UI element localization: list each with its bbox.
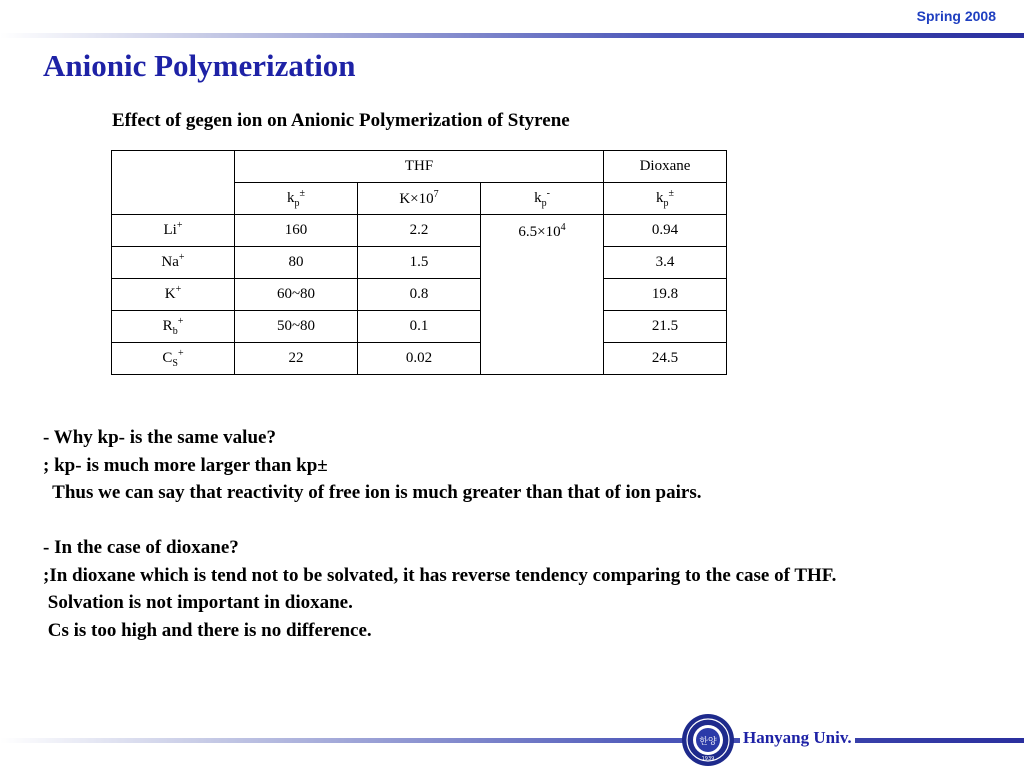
table-caption: Effect of gegen ion on Anionic Polymerization of Styrene [112,110,570,131]
col-header-thf-kp-pm: $k_p^\pm$ [235,183,358,215]
table-corner-cell [112,151,235,215]
ion-cell: $R_b^+$ [112,311,235,343]
table-row [112,343,727,375]
svg-text:한양: 한양 [699,737,717,747]
kp-pm-cell: 160 [235,215,358,247]
dioxane-kp-pm-cell: 24.5 [604,343,727,375]
table-group-header-row [112,151,727,183]
kp-minus-shared-cell: $6.5\times 10^4$ [481,215,604,375]
kp-pm-cell: 80 [235,247,358,279]
kp-pm-cell: 22 [235,343,358,375]
ion-cell: K+ [112,279,235,311]
slide-title: Anionic Polymerization [43,48,356,83]
university-name: Hanyang Univ. [740,728,855,748]
note-line: Cs is too high and there is no difference. [43,619,372,641]
kp-pm-cell: 50~80 [235,311,358,343]
col-header-thf-k: $K\times 10^7$ [358,183,481,215]
k-cell: 2.2 [358,215,481,247]
discussion-notes [43,424,836,644]
dioxane-kp-pm-cell: 19.8 [604,279,727,311]
note-line [43,507,836,535]
k-cell: 0.8 [358,279,481,311]
semester-label: Spring 2008 [916,8,996,24]
svg-text:1939: 1939 [701,756,715,762]
table-row [112,215,727,247]
note-line: ;In dioxane which is tend not to be solvated, it has reverse tendency comparing to the case of THF. [43,564,837,586]
note-line: ; kp- is much more larger than kp± [43,454,328,476]
dioxane-kp-pm-cell: 21.5 [604,311,727,343]
dioxane-kp-pm-cell: 0.94 [604,215,727,247]
note-line: Solvation is not important in dioxane. [43,592,353,613]
k-cell: 1.5 [358,247,481,279]
ion-cell: Li+ [112,215,235,247]
header-divider [0,33,1024,38]
ion-cell: $C_S^+$ [112,343,235,375]
col-header-dioxane-kp-pm: $k_p^\pm$ [604,183,727,215]
kp-pm-cell: 60~80 [235,279,358,311]
k-cell: 0.1 [358,311,481,343]
table-row [112,279,727,311]
dioxane-kp-pm-cell: 3.4 [604,247,727,279]
university-seal-icon [681,713,735,767]
note-line: Thus we can say that reactivity of free ion is much greater than that of ion pairs. [43,482,702,503]
k-cell: 0.02 [358,343,481,375]
ion-cell: Na+ [112,247,235,279]
note-line: - Why kp- is the same value? [43,427,276,448]
table-row [112,247,727,279]
footer-divider [0,738,1024,743]
thf-group-header: THF [235,151,604,183]
dioxane-group-header: Dioxane [604,151,727,183]
table-row [112,311,727,343]
col-header-thf-kp-minus: $k_p^-$ [481,183,604,215]
note-line: - In the case of dioxane? [43,537,239,558]
gegen-ion-table [111,150,727,375]
